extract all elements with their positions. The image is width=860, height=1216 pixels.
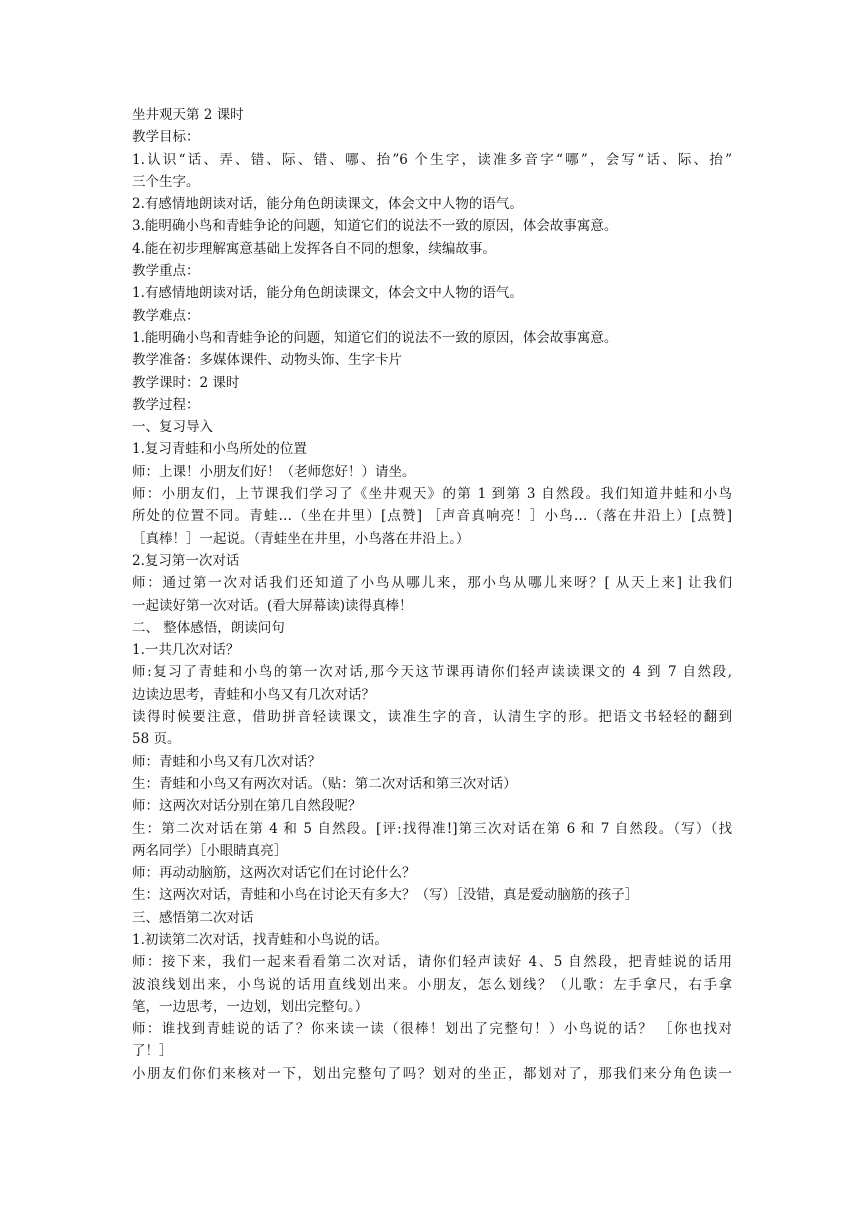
paragraph-line: 师：通过第一次对话我们还知道了小鸟从哪儿来，那小鸟从哪儿来呀？[ 从天上来] 让我们: [132, 575, 732, 592]
paragraph-line: 生：青蛙和小鸟又有两次对话。（贴：第二次对话和第三次对话）: [132, 775, 517, 792]
paragraph-line: 小朋友们你们来核对一下，划出完整句了吗？划对的坐正，都划对了，那我们来分角色读一: [132, 1065, 732, 1082]
subsection-heading: 2.复习第一次对话: [132, 552, 240, 569]
section-heading: 教学过程：: [132, 396, 200, 413]
paragraph-line: 师：这两次对话分别在第几自然段呢？: [132, 798, 362, 815]
paragraph-line: 师:复习了青蛙和小鸟的第一次对话,那今天这节课再请你们轻声读读课文的 4 到 7 自然段,: [132, 664, 732, 681]
subsection-heading: 1.一共几次对话？: [132, 642, 240, 659]
paragraph-line: 1.有感情地朗读对话，能分角色朗读课文，体会文中人物的语气。: [132, 285, 523, 302]
paragraph-line: 了！］: [132, 1043, 173, 1060]
paragraph-line: 师：上课！小朋友们好！（老师您好！）请坐。: [132, 463, 416, 480]
paragraph-line: 生：第二次对话在第 4 和 5 自然段。[评:找得准!]第三次对话在第 6 和 7 自然段。（写）（找: [132, 820, 732, 837]
section-heading: 教学重点：: [132, 263, 200, 280]
paragraph-line: 4.能在初步理解寓意基础上发挥各自不同的想象，续编故事。: [132, 240, 496, 257]
section-heading: 二、 整体感悟，朗读问句: [132, 619, 285, 636]
paragraph-line: 所处的位置不同。青蛙…（坐在井里）[点赞] ［声音真响亮！］小鸟…（落在井沿上）[点赞]: [132, 508, 732, 525]
lesson-title: 坐井观天第 2 课时: [132, 107, 244, 123]
paragraph-line: 师：小朋友们，上节课我们学习了《坐井观天》的第 1 到第 3 自然段。我们知道井蛙和小鸟: [132, 486, 732, 503]
paragraph-line: 2.有感情地朗读对话，能分角色朗读课文，体会文中人物的语气。: [132, 196, 523, 213]
subsection-heading: 1.初读第二次对话，找青蛙和小鸟说的话。: [132, 931, 388, 948]
paragraph-line: 师：接下来，我们一起来看看第二次对话，请你们轻声读好 4、5 自然段，把青蛙说的话用: [132, 954, 732, 971]
paragraph-line: 生：这两次对话，青蛙和小鸟在讨论天有多大？（写）［没错，真是爱动脑筋的孩子］: [132, 887, 639, 904]
paragraph-line: 1.认识“话、弄、错、际、错、哪、抬”6 个生字，读准多音字“哪”，会写“话、际、抬”: [132, 151, 732, 168]
subsection-heading: 1.复习青蛙和小鸟所处的位置: [132, 441, 307, 458]
paragraph-line: 师：谁找到青蛙说的话了？你来读一读（很棒！划出了完整句！）小鸟说的话？ ［你也找对: [132, 1021, 732, 1038]
paragraph-line: 3.能明确小鸟和青蛙争论的问题，知道它们的说法不一致的原因，体会故事寓意。: [132, 218, 618, 235]
paragraph-line: 一起读好第一次对话。(看大屏幕读)读得真棒！: [132, 597, 413, 614]
section-heading: 一、复习导入: [132, 419, 213, 436]
paragraph-line: 师：青蛙和小鸟又有几次对话？: [132, 753, 321, 770]
document-body: [132, 104, 732, 1085]
paragraph-line: 教学准备：多媒体课件、动物头饰、生字卡片: [132, 352, 402, 369]
paragraph-line: 两名同学）［小眼睛真亮］: [132, 842, 288, 859]
paragraph-line: 读得时候要注意，借助拼音轻读课文，读准生字的音，认清生字的形。把语文书轻轻的翻到: [132, 709, 732, 726]
paragraph-line: 三个生字。: [132, 173, 200, 190]
paragraph-line: ［真棒！］一起说。（青蛙坐在井里，小鸟落在井沿上。）: [132, 530, 470, 547]
paragraph-line: 1.能明确小鸟和青蛙争论的问题，知道它们的说法不一致的原因，体会故事寓意。: [132, 329, 618, 346]
paragraph-line: 教学课时：2 课时: [132, 374, 240, 391]
paragraph-line: 师：再动动脑筋，这两次对话它们在讨论什么？: [132, 865, 416, 882]
section-heading: 三、感悟第二次对话: [132, 909, 254, 926]
paragraph-line: 笔，一边思考，一边划，划出完整句。）: [132, 998, 369, 1015]
paragraph-line: 58 页。: [132, 731, 181, 748]
section-heading: 教学难点：: [132, 307, 200, 324]
section-heading: 教学目标：: [132, 129, 200, 146]
paragraph-line: 波浪线划出来，小鸟说的话用直线划出来。小朋友，怎么划线？（儿歌：左手拿尺，右手拿: [132, 976, 732, 993]
paragraph-line: 边读边思考，青蛙和小鸟又有几次对话？: [132, 686, 375, 703]
